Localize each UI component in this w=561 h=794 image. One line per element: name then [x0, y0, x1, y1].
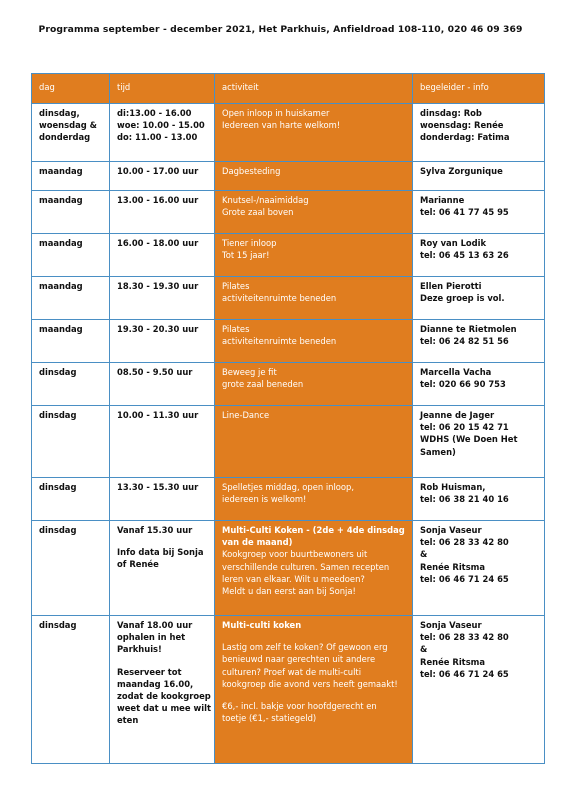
- cell-line: Sonja Vaseur: [420, 620, 482, 630]
- cell-line: &: [420, 644, 428, 655]
- cell-line: maandag: [39, 166, 83, 176]
- cell-line: woensdag: Renée: [420, 120, 504, 131]
- cell-dag: [32, 191, 110, 234]
- cell-tijd: [110, 616, 215, 764]
- cell-line: tel: 06 28 33 42 80: [420, 632, 509, 643]
- cell-line: Roy van Lodik: [420, 238, 487, 248]
- cell-line: tel: 06 20 15 42 71: [420, 422, 509, 433]
- cell-line: van de maand): [222, 537, 293, 548]
- cell-line: grote zaal beneden: [222, 379, 304, 390]
- cell-dag: [32, 277, 110, 320]
- cell-info: [413, 521, 545, 616]
- cell-line: Rob Huisman,: [420, 482, 486, 492]
- cell-line: Grote zaal boven: [222, 207, 294, 218]
- cell-activiteit: [215, 191, 413, 234]
- cell-line: Vanaf 18.00 uur: [117, 620, 193, 630]
- header-activiteit: activiteit: [215, 74, 413, 104]
- cell-line: iedereen is welkom!: [222, 494, 307, 505]
- page-title: Programma september - december 2021, Het Parkhuis, Anfieldroad 108-110, 020 46 09 369: [38, 24, 523, 35]
- cell-line: Ellen Pierotti: [420, 281, 482, 291]
- cell-line: &: [420, 549, 428, 560]
- cell-line: woensdag &: [39, 120, 97, 131]
- cell-line: 13.00 - 16.00 uur: [117, 195, 199, 205]
- cell-line: woe: 10.00 - 15.00: [117, 120, 205, 131]
- cell-activiteit: [215, 104, 413, 162]
- cell-tijd: [110, 363, 215, 406]
- cell-info: [413, 277, 545, 320]
- cell-dag: [32, 234, 110, 277]
- cell-activiteit: [215, 277, 413, 320]
- cell-activiteit: [215, 478, 413, 521]
- cell-line: Marianne: [420, 195, 465, 205]
- cell-line: maandag 16.00,: [117, 678, 194, 689]
- cell-line: Meldt u dan eerst aan bij Sonja!: [222, 586, 356, 597]
- cell-line: tel: 06 28 33 42 80: [420, 537, 509, 548]
- cell-line: dinsdag: [39, 525, 77, 535]
- cell-line: Reserveer tot: [117, 666, 182, 677]
- cell-line: 08.50 - 9.50 uur: [117, 367, 193, 377]
- cell-line: 18.30 - 19.30 uur: [117, 281, 199, 291]
- cell-line: Dagbesteding: [222, 166, 281, 176]
- cell-line: tel: 06 41 77 45 95: [420, 207, 509, 218]
- cell-line: 16.00 - 18.00 uur: [117, 238, 199, 248]
- cell-line: maandag: [39, 238, 83, 248]
- cell-line: tel: 06 45 13 63 26: [420, 250, 509, 261]
- cell-line: Tiener inloop: [222, 238, 277, 248]
- cell-info: [413, 234, 545, 277]
- cell-line: kookgroep die avond vers heeft gemaakt!: [222, 678, 398, 689]
- cell-line: dinsdag: Rob: [420, 108, 482, 118]
- table-row: [32, 191, 545, 234]
- cell-line: Vanaf 15.30 uur: [117, 525, 193, 535]
- cell-line: tel: 020 66 90 753: [420, 379, 506, 390]
- cell-line: toetje (€1,- statiegeld): [222, 713, 317, 724]
- header-dag: dag: [32, 74, 110, 104]
- cell-line: Beweeg je fit: [222, 367, 277, 377]
- cell-line: Lastig om zelf te koken? Of gewoon erg: [222, 642, 388, 653]
- cell-line: zodat de kookgroep: [117, 691, 211, 702]
- cell-dag: [32, 521, 110, 616]
- cell-dag: [32, 616, 110, 764]
- cell-line: Renée Ritsma: [420, 561, 486, 572]
- table-row: [32, 277, 545, 320]
- cell-line: Multi-culti koken: [222, 620, 302, 630]
- cell-line: culturen? Proef wat de multi-culti: [222, 666, 362, 677]
- cell-line: di:13.00 - 16.00: [117, 108, 192, 118]
- cell-activiteit: [215, 320, 413, 363]
- cell-line: activiteitenruimte beneden: [222, 293, 337, 304]
- cell-line: Kookgroep voor buurtbewoners uit: [222, 549, 368, 560]
- cell-line: Sylva Zorgunique: [420, 166, 503, 176]
- cell-line: Spelletjes middag, open inloop,: [222, 482, 355, 492]
- cell-line: [222, 690, 406, 700]
- cell-line: 19.30 - 20.30 uur: [117, 324, 199, 334]
- cell-line: WDHS (We Doen Het: [420, 434, 518, 445]
- cell-tijd: [110, 162, 215, 191]
- cell-line: Samen): [420, 446, 456, 457]
- cell-line: [117, 656, 208, 666]
- cell-dag: [32, 104, 110, 162]
- cell-line: Iedereen van harte welkom!: [222, 120, 341, 131]
- cell-activiteit: [215, 162, 413, 191]
- cell-tijd: [110, 277, 215, 320]
- cell-activiteit: [215, 616, 413, 764]
- cell-tijd: [110, 320, 215, 363]
- cell-line: ophalen in het: [117, 632, 186, 643]
- header-info: begeleider - info: [413, 74, 545, 104]
- cell-line: Pilates: [222, 324, 250, 334]
- cell-line: Marcella Vacha: [420, 367, 492, 377]
- cell-line: tel: 06 24 82 51 56: [420, 336, 509, 347]
- cell-line: €6,- incl. bakje voor hoofdgerecht en: [222, 701, 377, 712]
- cell-line: Renée Ritsma: [420, 656, 486, 667]
- cell-line: Pilates: [222, 281, 250, 291]
- cell-line: dinsdag,: [39, 108, 80, 118]
- cell-info: [413, 616, 545, 764]
- cell-line: maandag: [39, 195, 83, 205]
- cell-info: [413, 162, 545, 191]
- cell-activiteit: [215, 363, 413, 406]
- cell-line: verschillende culturen. Samen recepten: [222, 561, 390, 572]
- cell-info: [413, 363, 545, 406]
- cell-tijd: [110, 406, 215, 478]
- cell-dag: [32, 478, 110, 521]
- table-row: [32, 162, 545, 191]
- cell-info: [413, 406, 545, 478]
- cell-line: eten: [117, 715, 139, 726]
- cell-tijd: [110, 104, 215, 162]
- cell-line: maandag: [39, 324, 83, 334]
- table-row: [32, 320, 545, 363]
- cell-line: 13.30 - 15.30 uur: [117, 482, 199, 492]
- cell-line: Line-Dance: [222, 410, 270, 420]
- cell-line: Jeanne de Jager: [420, 410, 495, 420]
- cell-tijd: [110, 191, 215, 234]
- table-row: [32, 406, 545, 478]
- cell-line: [222, 631, 406, 641]
- cell-line: tel: 06 46 71 24 65: [420, 668, 509, 679]
- cell-line: benieuwd naar gerechten uit andere: [222, 654, 376, 665]
- cell-line: weet dat u mee wilt: [117, 703, 211, 714]
- cell-line: Sonja Vaseur: [420, 525, 482, 535]
- cell-line: 10.00 - 11.30 uur: [117, 410, 199, 420]
- cell-line: Parkhuis!: [117, 644, 162, 655]
- cell-activiteit: [215, 234, 413, 277]
- cell-line: Open inloop in huiskamer: [222, 108, 330, 118]
- cell-line: Knutsel-/naaimiddag: [222, 195, 309, 205]
- cell-line: dinsdag: [39, 367, 77, 377]
- cell-dag: [32, 162, 110, 191]
- cell-info: [413, 104, 545, 162]
- cell-tijd: [110, 234, 215, 277]
- cell-line: Tot 15 jaar!: [222, 250, 270, 261]
- cell-line: Deze groep is vol.: [420, 293, 505, 304]
- cell-line: donderdag: Fatima: [420, 132, 510, 143]
- cell-line: do: 11.00 - 13.00: [117, 132, 198, 143]
- table-row: [32, 363, 545, 406]
- cell-line: tel: 06 38 21 40 16: [420, 494, 509, 505]
- table-row: [32, 234, 545, 277]
- cell-dag: [32, 320, 110, 363]
- table-header-row: [32, 74, 545, 104]
- cell-dag: [32, 363, 110, 406]
- cell-line: Info data bij Sonja: [117, 547, 204, 558]
- cell-line: 10.00 - 17.00 uur: [117, 166, 199, 176]
- cell-line: Multi-Culti Koken - (2de + 4de dinsdag: [222, 525, 405, 535]
- table-row: [32, 478, 545, 521]
- cell-info: [413, 320, 545, 363]
- cell-activiteit: [215, 521, 413, 616]
- cell-tijd: [110, 521, 215, 616]
- table-row: [32, 104, 545, 162]
- table-row: [32, 616, 545, 764]
- cell-line: Dianne te Rietmolen: [420, 324, 517, 334]
- cell-dag: [32, 406, 110, 478]
- table-row: [32, 521, 545, 616]
- cell-info: [413, 191, 545, 234]
- cell-line: [117, 536, 208, 546]
- cell-activiteit: [215, 406, 413, 478]
- cell-line: tel: 06 46 71 24 65: [420, 573, 509, 584]
- cell-line: maandag: [39, 281, 83, 291]
- cell-line: activiteitenruimte beneden: [222, 336, 337, 347]
- cell-tijd: [110, 478, 215, 521]
- cell-line: leren van elkaar. Wilt u meedoen?: [222, 573, 365, 584]
- cell-line: dinsdag: [39, 482, 77, 492]
- cell-line: dinsdag: [39, 620, 77, 630]
- header-tijd: tijd: [110, 74, 215, 104]
- cell-line: donderdag: [39, 132, 91, 143]
- cell-info: [413, 478, 545, 521]
- cell-line: dinsdag: [39, 410, 77, 420]
- program-table: [31, 73, 545, 764]
- cell-line: of Renée: [117, 559, 159, 570]
